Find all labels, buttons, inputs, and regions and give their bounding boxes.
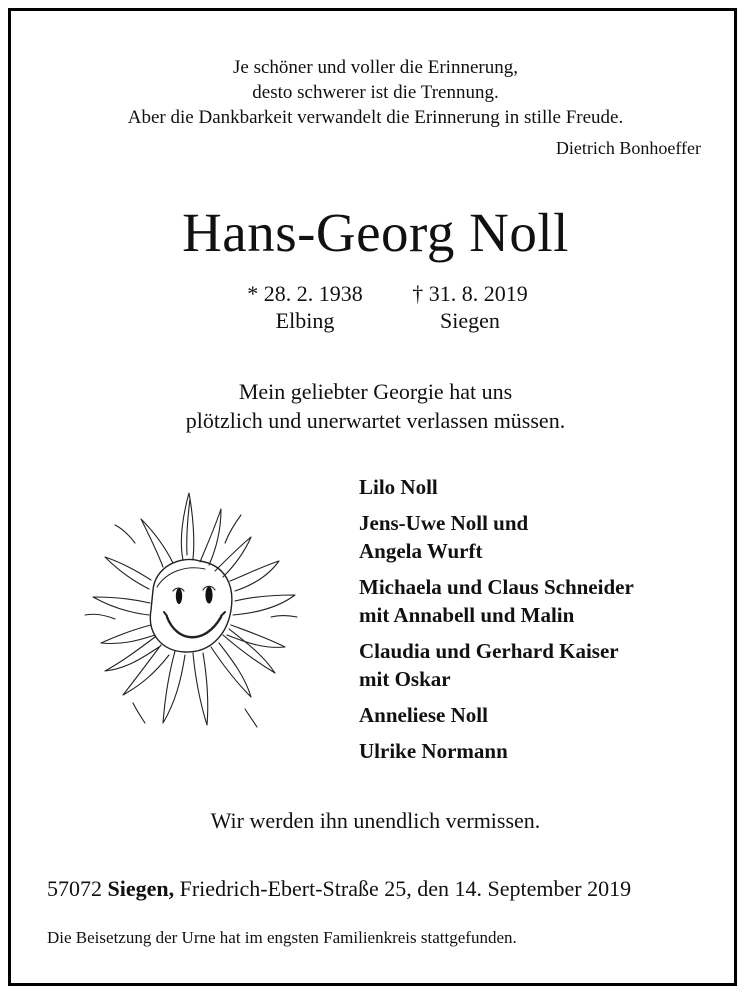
message <box>0 377 751 435</box>
family-entry <box>359 637 634 693</box>
address-city: Siegen, <box>107 876 175 901</box>
birth-info <box>215 280 395 334</box>
family-line: Jens-Uwe Noll und <box>359 511 529 535</box>
family-line: Claudia und Gerhard Kaiser <box>359 639 619 663</box>
quote <box>0 55 751 130</box>
family-entry <box>359 509 634 565</box>
smiling-sun-drawing-icon <box>75 485 300 740</box>
message-line: Mein geliebter Georgie hat uns <box>238 379 513 404</box>
quote-author: Dietrich Bonhoeffer <box>555 138 701 158</box>
family-line: Michaela und Claus Schneider <box>359 575 634 599</box>
family-line: Anneliese Noll <box>359 703 488 727</box>
closing-line: Wir werden ihn unendlich vermissen. <box>210 808 541 833</box>
message-line: plötzlich und unerwartet verlassen müssen. <box>185 408 566 433</box>
family-line: mit Annabell und Malin <box>359 603 575 627</box>
death-place: Siegen <box>440 308 500 333</box>
quote-line: Je schöner und voller die Erinnerung, <box>233 57 518 78</box>
family-entry <box>359 737 634 765</box>
death-info <box>380 280 560 334</box>
family-line: Lilo Noll <box>359 475 438 499</box>
quote-line: desto schwerer ist die Trennung. <box>252 82 499 103</box>
address-postcode: 57072 <box>47 876 102 901</box>
family-entry <box>359 701 634 729</box>
birth-date: * 28. 2. 1938 <box>247 281 363 306</box>
family-line: Ulrike Normann <box>359 739 508 763</box>
birth-place: Elbing <box>275 308 335 333</box>
quote-line: Aber die Dankbarkeit verwandelt die Erinnerung in stille Freude. <box>127 107 624 128</box>
family-list <box>359 473 634 773</box>
death-date: † 31. 8. 2019 <box>412 281 528 306</box>
family-entry <box>359 473 634 501</box>
address-rest: Friedrich-Ebert-Straße 25, den 14. September 2019 <box>179 876 632 901</box>
burial-note: Die Beisetzung der Urne hat im engsten Familienkreis stattgefunden. <box>47 928 517 947</box>
family-entry <box>359 573 634 629</box>
family-line: Angela Wurft <box>359 539 483 563</box>
deceased-name: Hans-Georg Noll <box>182 202 569 263</box>
family-line: mit Oskar <box>359 667 451 691</box>
address-line <box>47 876 631 902</box>
